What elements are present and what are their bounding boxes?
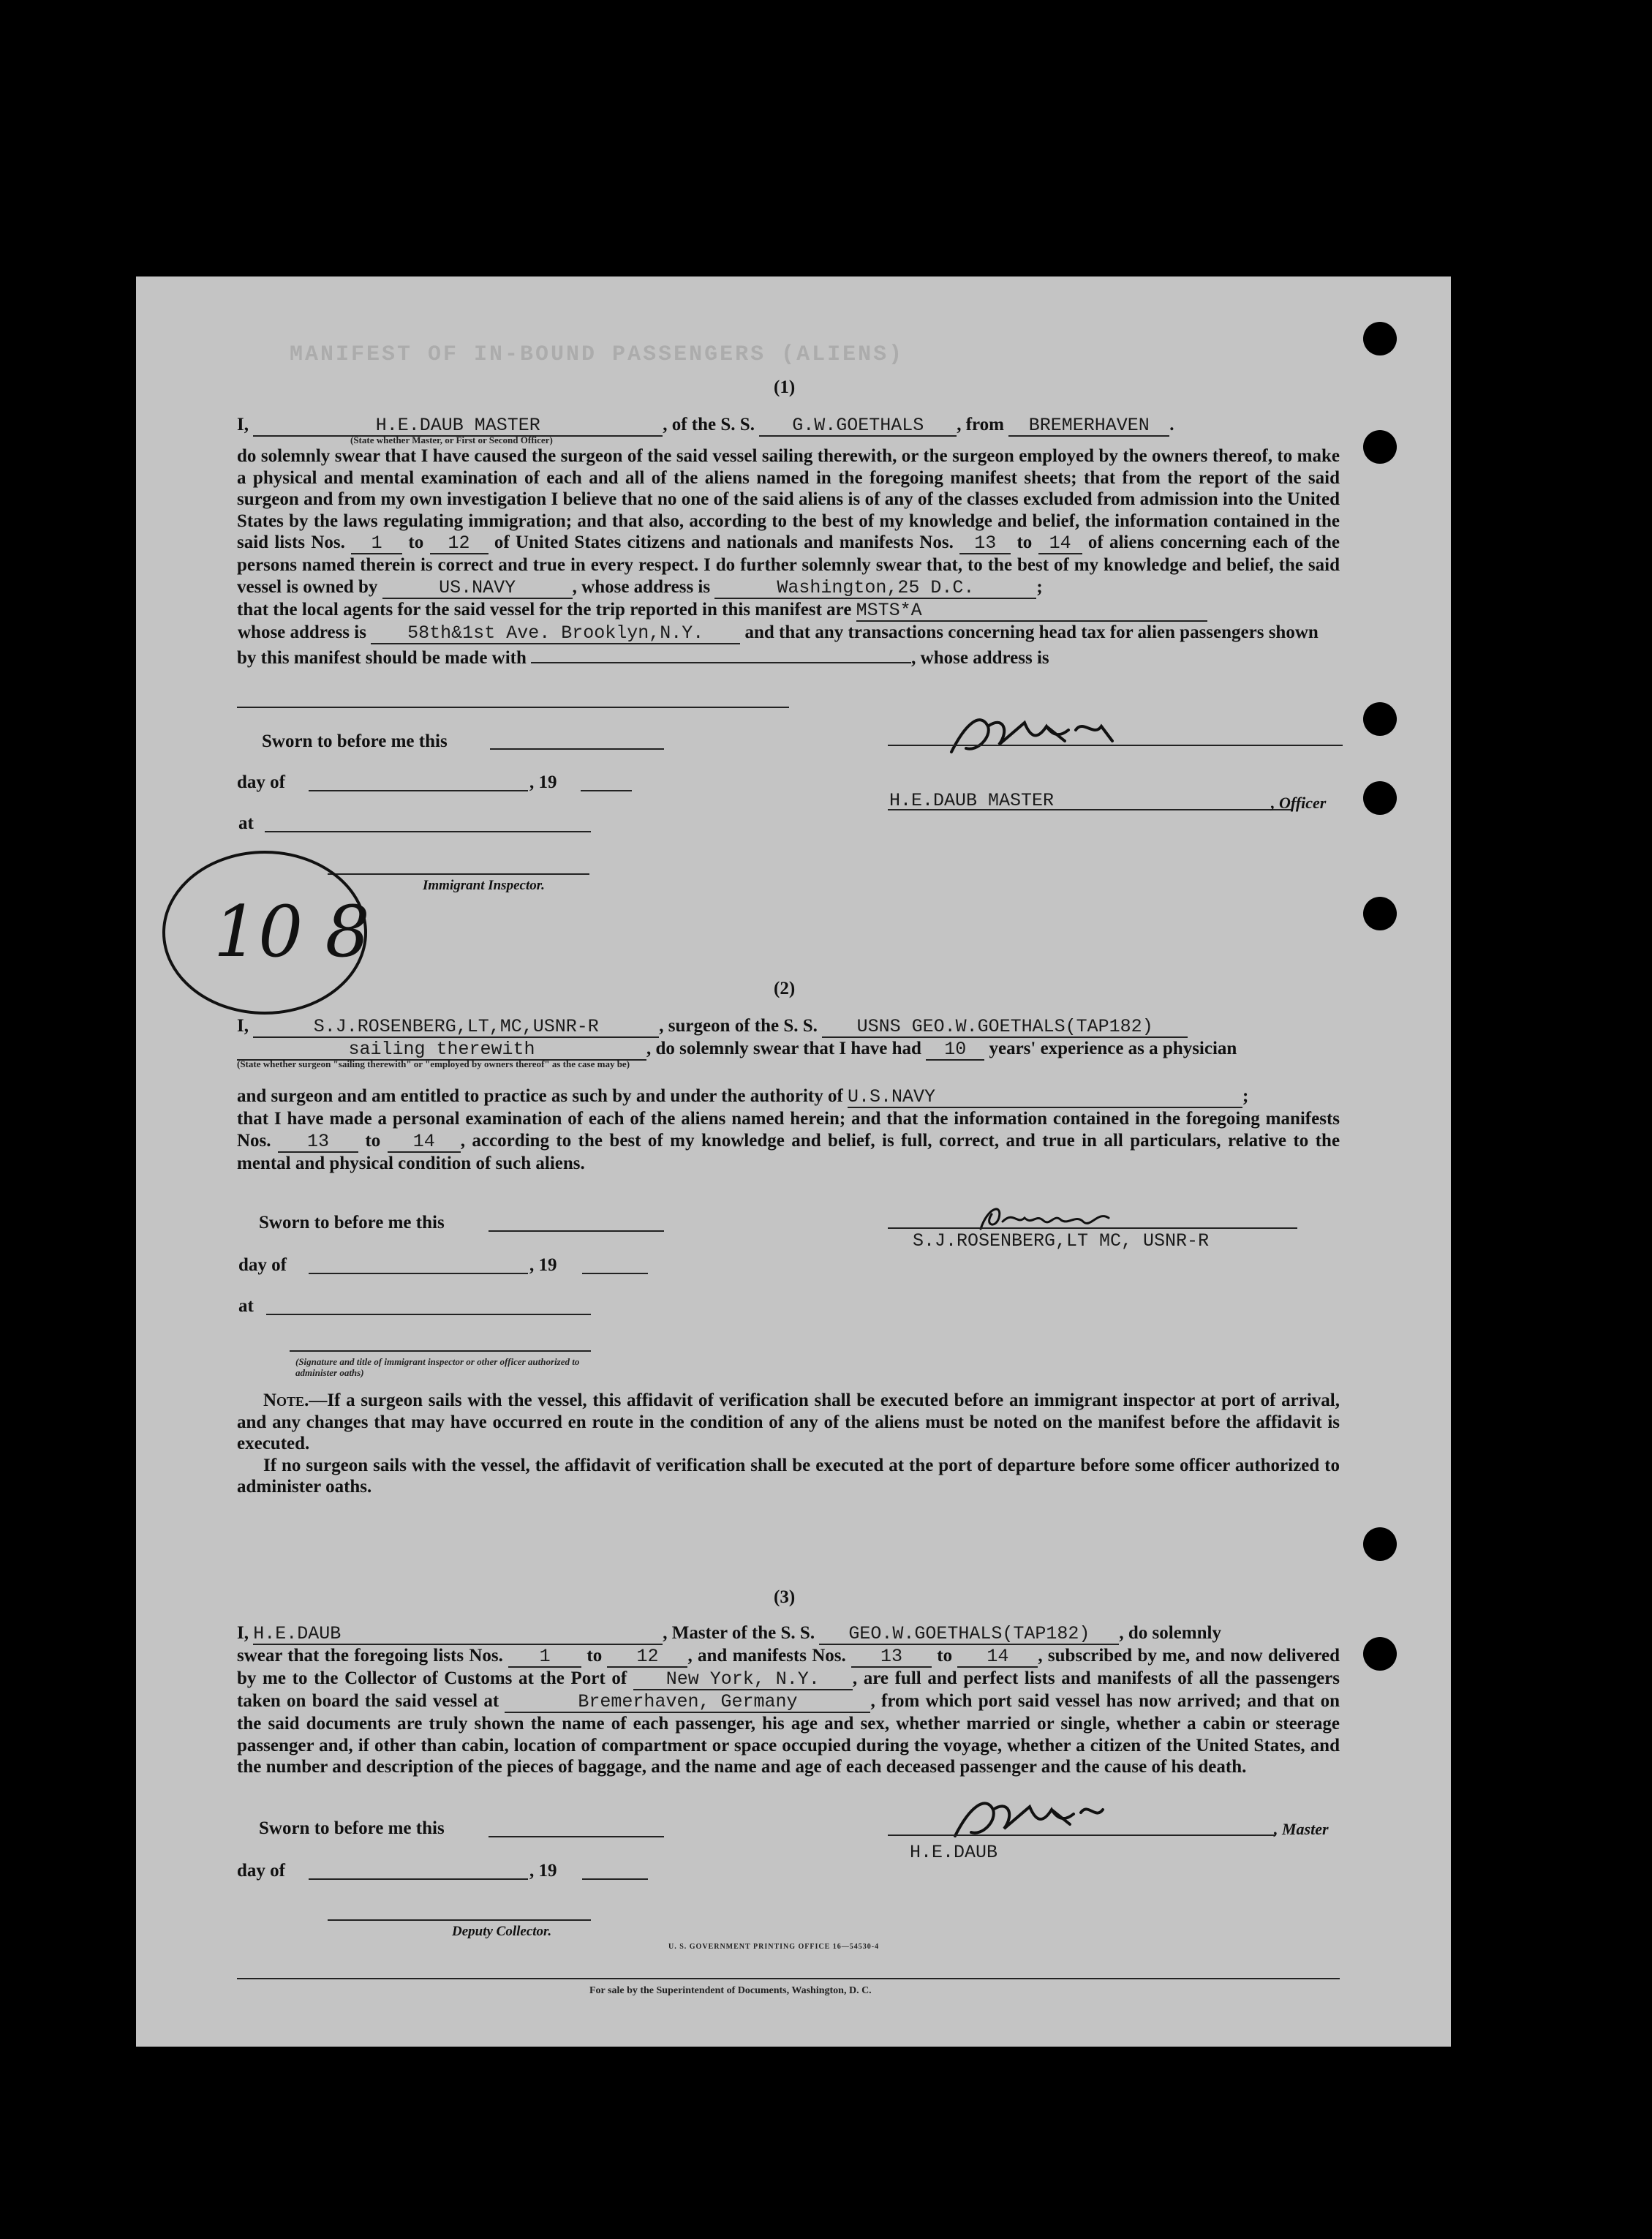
- s3-day-of-label: day of: [237, 1861, 285, 1881]
- owner-address-field: Washington,25 D.C.: [714, 579, 1036, 599]
- authority-field: U.S.NAVY: [848, 1088, 1242, 1108]
- s3-manifest-from-field: 13: [851, 1647, 932, 1668]
- s1-signature-line: [888, 745, 1343, 746]
- s1-year-line: [581, 790, 632, 791]
- s3-sworn-line: [489, 1836, 664, 1837]
- s1-at-line: [265, 831, 591, 832]
- from-port-field: BREMERHAVEN: [1008, 416, 1169, 437]
- surgeon-signer: S.J.ROSENBERG,LT MC, USNR-R: [913, 1230, 1210, 1252]
- s3-day-line: [309, 1878, 528, 1880]
- immigrant-inspector-label: Immigrant Inspector.: [423, 878, 545, 893]
- sailing-hint: (State whether surgeon "sailing therewith" or "employed by owners thereof" as the case may be): [237, 1058, 630, 1069]
- sailing-field: sailing therewith: [237, 1040, 646, 1061]
- agent-address-field: 58th&1st Ave. Brooklyn,N.Y.: [371, 624, 740, 644]
- section-1-oath: I, H.E.DAUB MASTER , of the S. S. G.W.GOETHALS , from BREMERHAVEN . (State whether Master, or First or Second Officer) do solemnly swear that I have caused the surgeon of the said vessel sailing therewith, or the surgeon employed by the owners thereof, to make a physical and mental examination of each and all of the aliens named in the foregoing manifest sheets; that from the report of the said surgeon and from my own investigation I believe that no one of the said aliens is of any of the classes excluded from admission into the United States by the laws regulating immigration; and that also, according to the best of my knowledge and belief, the information contained in the said lists Nos. 1 to 12 of United States citizens and nationals and manifests Nos. 13 to 14 of aliens concerning each of the persons named therein is correct and true in every respect. I do further solemnly swear that, to the best of my knowledge and belief, the said vessel is owned by US.NAVY , whose address is Washington,25 D.C. ; that the local agents for the said vessel for the trip reported in this manifest are MSTS*A whose address is 58th&1st Ave. Brooklyn,N.Y. and that any transactions concerning head tax for alien passengers shown by this manifest should be made with , whose address is: [237, 415, 1340, 668]
- s2-at-line: [266, 1314, 591, 1315]
- footer-rule: [237, 1978, 1340, 1979]
- s1-officer-line: [888, 809, 1291, 810]
- section-3-number: (3): [774, 1587, 796, 1607]
- binder-hole: [1363, 702, 1397, 736]
- agents-field: MSTS*A: [856, 601, 1207, 622]
- s3-lists-to-field: 12: [607, 1647, 687, 1668]
- gpo-imprint: U. S. GOVERNMENT PRINTING OFFICE 16—54530-4: [668, 1943, 880, 1951]
- binder-hole: [1363, 322, 1397, 355]
- section-1-number: (1): [774, 377, 796, 397]
- lists-from-field: 1: [351, 534, 402, 554]
- s2-note: Note.—If a surgeon sails with the vessel, this affidavit of verification shall be executed before an immigrant inspector at port of arrival, and any changes that may have occurred en route in the condition of any of the aliens must be noted on the manifest before the affidavit is executed. If no surgeon sails with the vessel, the affidavit of verification shall be executed at the port of departure before some officer authorized to administer oaths.: [237, 1391, 1340, 1497]
- owner-field: US.NAVY: [382, 579, 573, 599]
- s3-port-field: New York, N.Y.: [633, 1670, 853, 1690]
- s1-sworn-line: [490, 748, 664, 750]
- manifest-page: [136, 276, 1451, 2047]
- s3-departure-field: Bremerhaven, Germany: [505, 1693, 870, 1713]
- s3-sworn-label: Sworn to before me this: [259, 1818, 445, 1838]
- binder-hole: [1363, 781, 1397, 815]
- s3-master-field: H.E.DAUB: [253, 1625, 663, 1645]
- binder-hole: [1363, 2101, 1397, 2134]
- s1-19-label: , 19: [529, 772, 557, 792]
- s3-year-line: [582, 1878, 648, 1880]
- s2-signature-line: [888, 1227, 1297, 1229]
- s2-sworn-label: Sworn to before me this: [259, 1213, 445, 1233]
- surgeon-vessel-field: USNS GEO.W.GOETHALS(TAP182): [822, 1017, 1188, 1038]
- footer-text: For sale by the Superintendent of Documents, Washington, D. C.: [589, 1985, 872, 1996]
- deputy-collector-label: Deputy Collector.: [452, 1924, 552, 1939]
- s2-manifest-from-field: 13: [278, 1132, 358, 1153]
- stamp-text: 10 8: [214, 891, 370, 973]
- section-3-oath: I, H.E.DAUB , Master of the S. S. GEO.W.GOETHALS(TAP182) , do solemnly swear that the foregoing lists Nos. 1 to 12 , and manifests Nos. 13 to 14 , subscribed by me, and now delivered by me to the Collector of Customs at the Port of New York, N.Y. , are full and perfect lists and manifests of all the passengers taken on board the said vessel at Bremerhaven, Germany , from which port said vessel has now arrived; and that on the said documents are truly shown the name of each passenger, his age and sex, whether married or single, whether a cabin or steerage passenger and, if other than cabin, location of compartment or space occupied during the voyage, whether a citizen of the United States, and the number and description of the pieces of baggage, and the name and age of each deceased passenger and the cause of his death.: [237, 1623, 1340, 1777]
- manifest-from-field: 13: [959, 534, 1011, 554]
- s3-signer: H.E.DAUB: [910, 1842, 998, 1863]
- faint-header: MANIFEST OF IN-BOUND PASSENGERS (ALIENS): [290, 342, 905, 367]
- s3-manifest-to-field: 14: [957, 1647, 1038, 1668]
- s2-day-of-label: day of: [238, 1255, 287, 1275]
- s3-master-label: , Master: [1274, 1820, 1329, 1838]
- s2-official-line: [290, 1350, 591, 1352]
- officer-name: H.E.DAUB MASTER: [889, 790, 1055, 811]
- surgeon-name-field: S.J.ROSENBERG,LT,MC,USNR-R: [253, 1017, 659, 1038]
- s1-sworn-label: Sworn to before me this: [262, 731, 448, 751]
- head-tax-address-line: [237, 707, 789, 708]
- s3-deputy-line: [328, 1919, 591, 1921]
- binder-hole: [1363, 1527, 1397, 1561]
- s1-day-of-label: day of: [237, 772, 285, 792]
- binder-hole: [1363, 897, 1397, 930]
- s2-at-label: at: [238, 1296, 254, 1316]
- head-tax-field: [531, 644, 911, 663]
- binder-hole: [1363, 430, 1397, 464]
- years-field: 10: [926, 1040, 984, 1061]
- master-signature-1: [937, 708, 1127, 759]
- s3-lists-from-field: 1: [508, 1647, 581, 1668]
- s3-19-label: , 19: [529, 1861, 557, 1881]
- lists-to-field: 12: [430, 534, 489, 554]
- vessel-field: G.W.GOETHALS: [759, 416, 957, 437]
- s2-year-line: [582, 1273, 648, 1274]
- master-hint: (State whether Master, or First or Second Officer): [350, 434, 553, 445]
- section-2-number: (2): [774, 979, 796, 998]
- s1-day-line: [309, 790, 528, 791]
- binder-hole: [1363, 1637, 1397, 1671]
- s2-signature-title: (Signature and title of immigrant inspector or other officer authorized to administer oaths): [295, 1356, 580, 1378]
- s2-sworn-line: [489, 1230, 664, 1232]
- officer-label: , Officer: [1271, 794, 1327, 812]
- s3-signature-line: [888, 1835, 1275, 1836]
- section-2-oath: I, S.J.ROSENBERG,LT,MC,USNR-R , surgeon of the S. S. USNS GEO.W.GOETHALS(TAP182) sailing therewith , do solemnly swear that I have had 10 years' experience as a physician (State whether surgeon "sailing therewith" or "employed by owners thereof" as the case may be) and surgeon and am entitled to practice as such by and under the authority of U.S.NAVY ; that I have made a personal examination of each of the aliens named herein; and that the information contained in the foregoing manifests Nos. 13 to 14 , according to the best of my knowledge and belief, is full, correct, and true in all particulars, relative to the mental and physical condition of such aliens.: [237, 1016, 1340, 1173]
- s3-vessel-field: GEO.W.GOETHALS(TAP182): [819, 1625, 1119, 1645]
- manifest-to-field: 14: [1038, 534, 1082, 554]
- s2-19-label: , 19: [529, 1255, 557, 1275]
- s1-at-label: at: [238, 813, 254, 833]
- master-name-field: H.E.DAUB MASTER: [253, 416, 663, 437]
- s2-manifest-to-field: 14: [388, 1132, 461, 1153]
- s2-day-line: [309, 1273, 528, 1274]
